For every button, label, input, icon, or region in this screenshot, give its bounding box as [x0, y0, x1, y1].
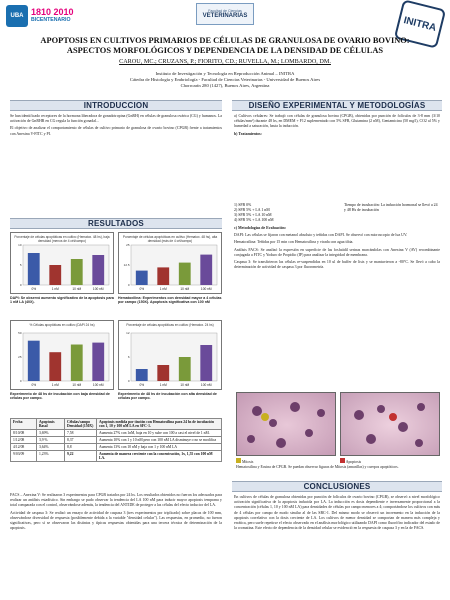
- chart-bar: [136, 271, 148, 285]
- x-tick-label: 0%: [31, 383, 37, 387]
- y-tick-label: 25: [126, 243, 130, 247]
- bicentenario-logo: 1810 2010 BICENTENARIO: [31, 7, 74, 24]
- x-tick-label: 1 nM: [159, 287, 167, 291]
- chart-bar: [92, 255, 104, 285]
- x-tick-label: 100 nM: [92, 287, 104, 291]
- section-design: DISEÑO EXPERIMENTAL Y METODOLOGÍAS: [232, 100, 442, 111]
- results-text: FACS – Anexina V: Se realizaron 3 experimentos para CPGB tratados por 24 hs. Los resultados obtenidos no fueron los adecuados para realizar un análisis estadístico. Sin embargo se pudo observar la tendencia del LA 100 nM para inducir mayor apoptosis temprana y total comparada con el control, observándose además, la tendencia del ANTIDE de proteger a las células del efecto inductor del LA. Actividad de caspasa 3: Se realizó un ensayo de actividad de caspasa 3 (tres experimentos por triplicado) sobre placas de 100 mm, observándose diversidad de respuesta (posiblemente debida a la variable "densidad celular"). Las respuestas, en promedio, no fueron significativas, pero sí se observaron las distintas y típicas respuestas obtenidas para una tercera técnica de determinación de la apoptosis.: [10, 493, 222, 531]
- intro-text: Se han identificado receptores de la hormona liberadora de gonadotropina (GnRH) en células de granulosa ovárica (CG) y humanos. La activación de GnRHR en CG regula la función gonadal... El objetivo de analizar el comportamiento de células de cultivo primario de granulosa de ovario bovino (CPGB) frente a tratamientos con Anexina V-FITC y PI.: [10, 114, 222, 136]
- chart-box-2: Porcentaje de células apoptóticas en cultivo (Hematox. 48 hs), alta densidad (más de 4 cél/campo) 0 12.5 25 0% 1 nM 10 nM 100 nM: [118, 232, 222, 294]
- chart-box-4: Porcentaje de células apoptóticas en cultivo (Hematox. 24 hs) 0 6 12 0% 1 nM 10 nM 100 nM: [118, 320, 222, 390]
- y-tick-label: 25: [18, 355, 22, 359]
- table-row: 9/03/09 1,23% 9,22 Aumenta de manera creciente con la concentración, 1x, 1,55 con 100 nM LA.: [11, 451, 222, 462]
- x-tick-label: 0%: [139, 287, 145, 291]
- x-tick-label: 1 nM: [51, 287, 59, 291]
- chart-bar: [157, 365, 169, 381]
- y-tick-label: 50: [18, 331, 22, 335]
- treatments-block: [234, 203, 440, 223]
- chart-bar: [200, 255, 212, 285]
- x-tick-label: 10 nM: [180, 287, 190, 291]
- table-row: 1/12/08 3,9 % 8,37 Aumenta 10% con 1 y 10 nM pero con 100 nM LA disminuye o no se modifica: [11, 437, 222, 444]
- photo-caption: Hematoxilina y Eosina de CPGB. Se puedan observar figuras de Mitosis (amarillas) y cuerpos apoptóticos.: [236, 465, 399, 469]
- initra-logo: INITRA: [394, 0, 446, 49]
- photo-legend-apoptosis: Apoptosis: [340, 458, 440, 465]
- chart-bar: [157, 267, 169, 285]
- treatments-list: 1) SFB 0% 2) SFB 5% + LA 1 nM 3) SFB 5% + LA 10 nM 4) SFB 5% + LA 100 nM: [234, 203, 274, 222]
- chart-bar: [28, 253, 40, 285]
- x-tick-label: 1 nM: [159, 383, 167, 387]
- uba-logo: UBA: [6, 5, 28, 27]
- table-row: 8/10/08 3,69% 7,58 Aumenta 27% con 1nM, baja en 10 y sube con 100 a casi el nivel de 1 nM.: [11, 430, 222, 437]
- apoptosis-marker: [389, 413, 397, 421]
- veterinarias-logo: Facultad de Ciencias VETERINARIAS: [196, 3, 254, 25]
- chart-bar: [200, 345, 212, 381]
- y-tick-label: 10: [18, 243, 22, 247]
- chart-bar: [49, 265, 61, 285]
- x-tick-label: 0%: [31, 287, 37, 291]
- results-table: [10, 418, 222, 462]
- chart-bar: [28, 341, 40, 381]
- chart-bar: [179, 357, 191, 381]
- y-tick-label: 12: [126, 331, 130, 335]
- y-tick-label: 0: [19, 379, 22, 383]
- y-tick-label: 0: [127, 283, 130, 287]
- chart-3: [11, 321, 115, 391]
- chart-bar: [92, 343, 104, 381]
- micrograph-he-2: [340, 392, 440, 456]
- chart-bar: [49, 352, 61, 381]
- dapi-caption: DAPI: Se observó aumento significativo de la apoptosis para 1 nM LA (40X).: [10, 296, 114, 305]
- chart-bar: [71, 259, 83, 285]
- poster-header: [40, 36, 410, 88]
- table-row: 4/12/08 3,64% 8,8 Aumenta 13% con 10 nM y baja con 1 y 100 nM LA: [11, 444, 222, 451]
- chart-bar: [71, 345, 83, 381]
- x-tick-label: 100 nM: [200, 383, 212, 387]
- x-tick-label: 100 nM: [92, 383, 104, 387]
- section-intro: INTRODUCCION: [10, 100, 222, 111]
- x-tick-label: 10 nM: [72, 383, 82, 387]
- mitosis-swatch-icon: [236, 458, 241, 463]
- section-conclusions: CONCLUSIONES: [232, 481, 442, 492]
- x-tick-label: 0%: [139, 383, 145, 387]
- authors: CAROU, MC.; CRUZANS, P.; FIORITO, CD.; RUVELLA, M.; LOMBARDO, DM.: [119, 58, 331, 66]
- hema-caption: Hematoxilina: Experimentos con densidad mayor a 4 células por campo (150X). Apoptosis significativa con 100 nM: [118, 296, 222, 305]
- institution: Instituto de Investigación y Tecnología en Reproducción Animal – INITRA Cátedra de Histología y Embriología - Facultad de Ciencias Veterinarias - Universidad de Buenos Aires Chorroarín 280 (1427), Buenos Aires, Argentina: [129, 71, 321, 88]
- micrograph-he-1: [236, 392, 336, 456]
- y-tick-label: 0: [127, 379, 130, 383]
- apoptosis-swatch-icon: [340, 458, 345, 463]
- x-tick-label: 100 nM: [200, 287, 212, 291]
- design-text-methods: c) Metodologías de Evaluación: DAPI: Las células se fijaron con metanol absoluto y teñidas con DAPI. Se observó con microscopio de luz UV. Hematoxilina: Teñidas por 15 min con Hematoxilina y virada con agua tibia. Análisis FACS: Se analizó la expresión en superficie de las fosfatidil serinas marcándolas con Anexina V (AV) recombinante conjugada a FITC y Yoduro de Propidio (IP) para analizar la integridad de membrana. Caspasa 3: Se transfirieron las células re-suspendidas en 10 ul de buffer de lisis y se mantuvieron a -80°C. Se llevó a cabo la determinación de actividad de caspasa 3 por fluorometría.: [234, 226, 440, 270]
- chart-caption-low-density: Experimento de 48 hs de incubación con baja densidad de células por campo.: [10, 392, 110, 401]
- chart-4: [119, 321, 223, 391]
- y-tick-label: 0: [19, 283, 22, 287]
- chart-bar: [179, 263, 191, 285]
- photo-legend-mitosis: Mitosis: [236, 458, 336, 465]
- design-text-cultures: a) Cultivos celulares: Se trabajó con células de granulosa bovina (CPGB), obtenidas por punción de folículos de 3-8 mm (3/10 células/mm²) durante 48 hs, en DMEM + F12 suplementado con 5% SFB, Glutamina (2 nM), Gentamicina (50 mg/l), CO2 al 5% y humedad a saturación, hasta la inducción. b) Tratamientos:: [234, 114, 440, 136]
- incubation-time: Tiempo de incubación: La inducción hormonal se llevó a 24 y 48 Hs de incubación: [344, 203, 438, 212]
- y-tick-label: 5: [19, 263, 22, 267]
- x-tick-label: 10 nM: [72, 287, 82, 291]
- uba-bicentenario-logo: [6, 4, 84, 28]
- chart-bar: [136, 369, 148, 381]
- chart-caption-high-density: Experimento de 48 hs de incubación con alta densidad de células por campo.: [118, 392, 217, 401]
- table-header-row: Fecha Apoptosis Basal Células/campo Densidad (150X) Apoptosis medida por tinción con Hematoxilina para 24 hs de incubación con 1, 10 y 100 nM LA en SFC-1.: [11, 419, 222, 430]
- poster-title: APOPTOSIS EN CULTIVOS PRIMARIOS DE CÉLULAS DE GRANULOSA DE OVARIO BOVINO: ASPECTOS MORFOLÓGICOS Y DEPENDENCIA DE LA DENSIDAD DE CÉLULAS: [40, 36, 410, 56]
- mitosis-marker: [261, 413, 269, 421]
- x-tick-label: 1 nM: [51, 383, 59, 387]
- chart-box-1: Porcentaje de células apoptóticas en cultivo (Hematox. 48 hs), baja densidad (menos de 4 cél/campo) 0 5 10 0% 1 nM 10 nM 100 nM: [10, 232, 114, 294]
- conclusions-text: En cultivos de células de granulosa obtenidas por punción de folículos de ovario bovino (CPGB), se observó a nivel morfológico activación significativa de la apoptosis inducida por LA. La inducción es dosis dependiente e inversamente proporcional a la concentración (células 1, 10 y 100 nM LA) para densidades de células por campo menores a 4; comportándose los cultivos con más de 4 células por campo de modo similar al de las SBC-1. Del mismo modo se observó un incremento en la inducción de la apoptosis correlativo con la dosis creciente de LA. Los cultivos de menor densidad se comportan de manera más compleja y errática, pero suele repetirse el efecto observado en el análisis morfológico utilizando DAPI como fluorófiro indicador del estado de la cromatina. Este efecto de dependencia de la densidad celular se evidenció en la respuesta de caspasa 3 y en la de FACS.: [234, 495, 440, 531]
- y-tick-label: 12.5: [123, 263, 130, 267]
- section-results: RESULTADOS: [10, 218, 222, 229]
- x-tick-label: 10 nM: [180, 383, 190, 387]
- chart-box-3: % Células apoptóticas en cultivo (DAPI 24 hs) 0 25 50 0% 1 nM 10 nM 100 nM: [10, 320, 114, 390]
- y-tick-label: 6: [127, 355, 130, 359]
